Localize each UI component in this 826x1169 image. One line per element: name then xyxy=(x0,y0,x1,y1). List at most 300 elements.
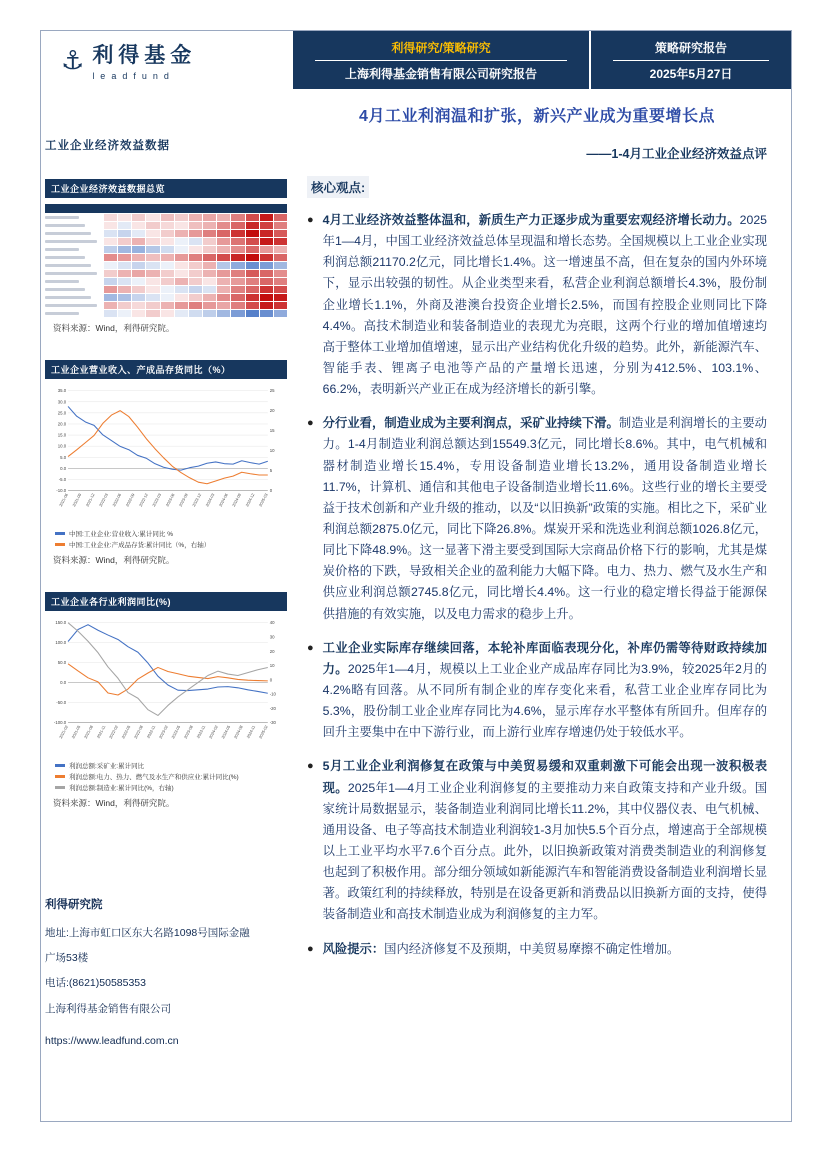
right-axis-tick: 20 xyxy=(269,648,275,654)
heatmap-cell xyxy=(260,230,273,237)
heatmap-cell xyxy=(231,230,244,237)
heatmap-cell xyxy=(260,270,273,277)
heatmap-cell xyxy=(274,214,287,221)
heatmap-cell xyxy=(274,302,287,309)
heatmap-cell xyxy=(104,238,117,245)
heatmap-cell xyxy=(132,238,145,245)
heatmap-cell xyxy=(161,294,174,301)
heatmap-cell xyxy=(146,302,159,309)
left-axis-tick: -50.0 xyxy=(56,700,67,706)
heatmap-cell xyxy=(118,302,131,309)
heatmap-cell xyxy=(246,310,259,317)
heatmap-cell xyxy=(274,238,287,245)
heatmap-cell xyxy=(203,302,216,309)
heatmap-cell xyxy=(217,246,230,253)
anchor-icon: ⚓ xyxy=(61,45,85,75)
x-axis-label: 2024-06 xyxy=(218,492,229,508)
chart-line-series xyxy=(68,623,268,716)
heatmap-cell xyxy=(274,294,287,301)
right-axis-tick: 40 xyxy=(269,620,275,626)
bullet-marker: ● xyxy=(307,214,314,226)
heatmap-cell xyxy=(189,246,202,253)
heatmap-cell xyxy=(132,302,145,309)
x-axis-label: 2021-06 xyxy=(58,492,69,508)
heatmap-cell xyxy=(161,262,174,269)
table-row xyxy=(45,230,287,237)
contact-url-link[interactable]: https://www.leadfund.com.cn xyxy=(45,1034,179,1047)
heatmap-cell xyxy=(246,246,259,253)
heatmap-cell xyxy=(231,254,244,261)
bullet-list xyxy=(307,210,767,960)
panel-title-industry-profit: 工业企业各行业利润同比(%) xyxy=(45,592,287,611)
heatmap-cell xyxy=(146,294,159,301)
company-report-title: 上海利得基金销售有限公司研究报告 xyxy=(344,66,537,81)
table-row xyxy=(45,302,287,309)
table-row xyxy=(45,214,287,221)
heatmap-cell xyxy=(132,246,145,253)
x-axis-label: 2025-02 xyxy=(258,725,269,740)
heatmap-cell xyxy=(132,254,145,261)
heatmap-cell xyxy=(175,310,188,317)
panel-data-overview xyxy=(45,179,287,334)
heatmap-cell xyxy=(132,230,145,237)
left-axis-tick: 150.0 xyxy=(55,620,67,626)
table-row xyxy=(45,222,287,229)
revenue-inventory-line-chart xyxy=(45,383,287,527)
page-title: 4月工业利润温和扩张，新兴产业成为重要增长点 xyxy=(359,108,715,125)
page-subtitle: ——1-4月工业企业经济效益点评 xyxy=(586,147,767,161)
heatmap-cell xyxy=(189,278,202,285)
heatmap-cell xyxy=(203,246,216,253)
heatmap-cell xyxy=(118,286,131,293)
heatmap-row-label xyxy=(45,278,103,285)
heatmap-cell xyxy=(132,270,145,277)
legend-label: 利润总额:电力、热力、燃气及水生产和供应业:累计同比(%) xyxy=(69,774,239,782)
left-axis-tick: 5.0 xyxy=(60,454,67,460)
heatmap-cell xyxy=(189,238,202,245)
heatmap-cell xyxy=(274,286,287,293)
left-axis-tick: 0.0 xyxy=(60,465,67,471)
x-axis-label: 2023-06 xyxy=(165,492,176,508)
heatmap-cell xyxy=(231,278,244,285)
heatmap-cell xyxy=(132,214,145,221)
heatmap-cell xyxy=(161,238,174,245)
heatmap-cell xyxy=(189,254,202,261)
panel-title-revenue-inventory: 工业企业营业收入、产成品存货同比（%） xyxy=(45,360,287,379)
contact-address-line1: 地址:上海市虹口区东大名路1098号国际金融 xyxy=(45,926,250,939)
heatmap-cell xyxy=(231,214,244,221)
heatmap-cell xyxy=(175,278,188,285)
left-axis-tick: 25.0 xyxy=(57,410,67,416)
heatmap-cell xyxy=(104,222,117,229)
heatmap-cell xyxy=(274,270,287,277)
left-axis-tick: -100.0 xyxy=(53,720,67,726)
left-axis-tick: 100.0 xyxy=(55,640,67,646)
x-axis-label: 2024-09 xyxy=(231,492,243,508)
contact-company: 上海利得基金销售有限公司 xyxy=(45,1002,171,1015)
left-axis-tick: 50.0 xyxy=(57,660,67,666)
heatmap-cell xyxy=(203,286,216,293)
heatmap-cell xyxy=(217,286,230,293)
core-viewpoints-label: 核心观点: xyxy=(307,176,369,198)
table-row xyxy=(45,262,287,269)
x-axis-label: 2021-02 xyxy=(58,725,69,740)
heatmap-cell xyxy=(118,238,131,245)
heatmap-cell xyxy=(231,246,244,253)
heatmap-cell xyxy=(203,270,216,277)
heatmap-cell xyxy=(189,294,202,301)
contact-address-line2: 广场53楼 xyxy=(45,952,89,965)
x-axis-label: 2021-12 xyxy=(85,492,96,508)
brand-name-en: leadfund xyxy=(92,71,175,81)
heatmap-row-label xyxy=(45,294,103,301)
heatmap-cell xyxy=(146,278,159,285)
source-note-1: 资料来源：Wind，利得研究院。 xyxy=(53,323,175,333)
source-note-2: 资料来源：Wind，利得研究院。 xyxy=(53,555,175,566)
heatmap-cell xyxy=(260,294,273,301)
right-axis-tick: 30 xyxy=(269,634,275,640)
x-axis-label: 2022-05 xyxy=(121,725,132,740)
legend-item xyxy=(55,529,287,538)
heatmap-cell xyxy=(189,262,202,269)
heatmap-cell xyxy=(118,214,131,221)
heatmap-cell xyxy=(132,294,145,301)
legend-swatch xyxy=(55,543,65,546)
heatmap-cell xyxy=(118,222,131,229)
data-overview-heatmap-table xyxy=(45,204,287,317)
right-axis-tick: 10 xyxy=(269,448,275,454)
heatmap-cell xyxy=(203,278,216,285)
heatmap-cell xyxy=(175,214,188,221)
heatmap-cell xyxy=(175,270,188,277)
report-type: 策略研究报告 xyxy=(654,40,727,55)
legend-swatch xyxy=(55,775,65,778)
x-axis-label: 2022-11 xyxy=(146,725,157,740)
heatmap-cell xyxy=(231,262,244,269)
heatmap-row-label xyxy=(45,238,103,245)
heatmap-cell xyxy=(118,262,131,269)
x-axis-label: 2024-02 xyxy=(208,725,219,740)
heatmap-cell xyxy=(260,286,273,293)
chart-line-series xyxy=(68,664,268,695)
brand-name-cn: 利得基金 xyxy=(92,43,197,67)
heatmap-cell xyxy=(217,238,230,245)
heatmap-row-label xyxy=(45,254,103,261)
heatmap-cell xyxy=(231,270,244,277)
heatmap-cell xyxy=(217,294,230,301)
heatmap-cell xyxy=(146,246,159,253)
header-right xyxy=(589,31,791,89)
heatmap-cell xyxy=(274,246,287,253)
heatmap-cell xyxy=(104,310,117,317)
heatmap-row-label xyxy=(45,286,103,293)
heatmap-cell xyxy=(175,246,188,253)
heatmap-cell xyxy=(260,246,273,253)
heatmap-cell xyxy=(118,310,131,317)
research-category: 利得研究/策略研究 xyxy=(391,40,491,55)
panel-revenue-inventory-chart xyxy=(45,360,287,566)
main-content xyxy=(293,89,791,1058)
bullet-item-1 xyxy=(307,210,767,400)
heatmap-cell xyxy=(146,262,159,269)
heatmap-cell xyxy=(118,246,131,253)
x-axis-label: 2024-05 xyxy=(221,725,232,740)
heatmap-cell xyxy=(161,246,174,253)
bullet-marker: ● xyxy=(307,942,314,955)
left-axis-tick: 20.0 xyxy=(57,421,67,427)
institute-name: 利得研究院 xyxy=(45,899,103,912)
heatmap-cell xyxy=(189,214,202,221)
heatmap-cell xyxy=(231,286,244,293)
heatmap-cell xyxy=(146,238,159,245)
heatmap-cell xyxy=(189,230,202,237)
x-axis-label: 2022-03 xyxy=(98,492,109,508)
header-center xyxy=(293,31,589,89)
heatmap-cell xyxy=(161,254,174,261)
heatmap-cell xyxy=(231,222,244,229)
x-axis-label: 2025-03 xyxy=(258,492,269,508)
x-axis-label: 2021-11 xyxy=(96,725,107,740)
bullet-text-2: 分行业看，制造业成为主要利润点，采矿业持续下滑。制造业是利润增长的主要动力。1-4月制造业利润总额达到15549.3亿元，同比增长8.6%。其中，电气机械和器材制造业增长15.4%，专用设备制造业增长13.2%，通用设备制造业增长11.7%，计算机、通信和其他电子设备制造业增长11.6%。这些行业的增长主要受益于技术创新和产业升级的推动，以及“以旧换新”政策的实施。相比之下，采矿业利润总额2875.0亿元，同比下降26.8%。煤炭开采和洗选业利润总额1026.8亿元，同比下降48.9%。这一显著下滑主要受到国际大宗商品价格下行的影响，尤其是煤炭价格的下跌，导致相关企业的盈利能力大幅下降。电力、热力、燃气及水生产和供应业利润总额2745.8亿元，同比增长4.4%。这一行业的稳定增长得益于能源保供措施的有效实施，以及电力需求的稳步上升。 xyxy=(322,416,767,621)
x-axis-label: 2022-06 xyxy=(112,492,123,508)
header xyxy=(41,31,791,89)
right-axis-tick: 0 xyxy=(269,488,273,494)
left-axis-tick: 10.0 xyxy=(57,443,67,449)
heatmap-cell xyxy=(246,294,259,301)
heatmap-cell xyxy=(203,238,216,245)
contact-phone: 电话:(8621)50585353 xyxy=(45,977,146,990)
heatmap-cell xyxy=(104,302,117,309)
bullet-item-4 xyxy=(307,756,767,925)
heatmap-cell xyxy=(146,254,159,261)
x-axis-label: 2021-05 xyxy=(71,725,82,740)
right-axis-tick: -30 xyxy=(269,720,276,726)
heatmap-cell xyxy=(203,310,216,317)
heatmap-cell xyxy=(175,222,188,229)
x-axis-label: 2022-02 xyxy=(108,725,119,740)
x-axis-label: 2023-05 xyxy=(171,725,182,740)
industry-profit-legend xyxy=(45,761,287,792)
heatmap-cell xyxy=(274,310,287,317)
heatmap-cell xyxy=(260,222,273,229)
x-axis-label: 2021-08 xyxy=(83,725,94,740)
legend-item xyxy=(55,540,287,549)
x-axis-label: 2023-08 xyxy=(183,725,194,740)
right-axis-tick: 20 xyxy=(269,408,275,414)
heatmap-cell xyxy=(217,214,230,221)
heatmap-cell xyxy=(104,230,117,237)
heatmap-cell xyxy=(161,278,174,285)
heatmap-cell xyxy=(175,238,188,245)
x-axis-label: 2023-09 xyxy=(178,492,189,508)
right-axis-tick: 15 xyxy=(269,428,275,434)
heatmap-cell xyxy=(231,310,244,317)
heatmap-cell xyxy=(175,302,188,309)
heatmap-cell xyxy=(104,286,117,293)
heatmap-cell xyxy=(104,270,117,277)
table-row xyxy=(45,294,287,301)
table-row xyxy=(45,270,287,277)
heatmap-row-label xyxy=(45,214,103,221)
heatmap-row-label xyxy=(45,246,103,253)
heatmap-cell xyxy=(246,270,259,277)
heatmap-cell xyxy=(217,302,230,309)
heatmap-cell xyxy=(189,270,202,277)
bullet-marker: ● xyxy=(307,417,314,430)
heatmap-row-label xyxy=(45,222,103,229)
brand-logo xyxy=(41,31,293,89)
heatmap-cell xyxy=(274,230,287,237)
right-axis-tick: -20 xyxy=(269,705,276,711)
bullet-item-2 xyxy=(307,413,767,624)
heatmap-cell xyxy=(146,286,159,293)
x-axis-label: 2024-12 xyxy=(245,492,256,508)
report-date: 2025年5月27日 xyxy=(649,66,733,81)
heatmap-cell xyxy=(203,222,216,229)
left-axis-tick: 30.0 xyxy=(57,399,67,405)
heatmap-cell xyxy=(231,238,244,245)
bullet-marker: ● xyxy=(307,641,314,654)
heatmap-cell xyxy=(146,214,159,221)
panel-industry-profit-chart xyxy=(45,592,287,809)
heatmap-cell xyxy=(260,238,273,245)
revenue-inventory-legend xyxy=(45,529,287,549)
left-axis-tick: 35.0 xyxy=(57,388,67,394)
heatmap-cell xyxy=(203,262,216,269)
heatmap-cell xyxy=(132,262,145,269)
industry-profit-line-chart xyxy=(45,615,287,759)
bullet-text-4: 5月工业企业利润修复在政策与中美贸易缓和双重刺激下可能会出现一波积极表现。2025年1—4月工业企业利润修复的主要推动力来自政策支持和产业升级。国家统计局数据显示，装备制造业利润同比增长11.2%，其中仪器仪表、电气机械、通用设备、电子等高技术制造业利润较1-3月加快5.5个百分点，增速高于全部规模以上工业平均水平7.6个百分点。此外，以旧换新政策对消费类制造业的利润修复也起到了积极作用。部分细分领域如新能源汽车和智能消费设备制造业利润增长显著。政策红利的持续释放，特别是在设备更新和消费品以旧换新方面的支持，使得装备制造业和高技术制造业成为利润修复的主力军。 xyxy=(322,759,767,922)
right-axis-tick: 10 xyxy=(269,663,275,669)
heatmap-cell xyxy=(161,310,174,317)
sidebar xyxy=(41,89,293,1058)
left-axis-tick: -10.0 xyxy=(56,488,67,494)
sidebar-section-label: 工业企业经济效益数据 xyxy=(45,140,170,152)
x-axis-label: 2021-09 xyxy=(72,492,83,508)
heatmap-cell xyxy=(203,294,216,301)
heatmap-cell xyxy=(246,214,259,221)
x-axis-label: 2023-02 xyxy=(158,725,169,740)
right-axis-tick: 0 xyxy=(269,677,273,683)
heatmap-row-label xyxy=(45,302,103,309)
legend-label: 利润总额:制造业:累计同比(%，右轴) xyxy=(69,785,174,793)
heatmap-cell xyxy=(189,286,202,293)
heatmap-cell xyxy=(246,222,259,229)
heatmap-cell xyxy=(231,294,244,301)
heatmap-cell xyxy=(118,230,131,237)
chart-line-series xyxy=(68,411,268,484)
heatmap-cell xyxy=(246,302,259,309)
heatmap-cell xyxy=(246,286,259,293)
heatmap-cell xyxy=(274,262,287,269)
heatmap-cell xyxy=(104,214,117,221)
x-axis-label: 2024-11 xyxy=(246,725,257,740)
left-axis-tick: 15.0 xyxy=(57,432,67,438)
right-axis-tick: 25 xyxy=(269,388,275,394)
heatmap-cell xyxy=(146,222,159,229)
table-row xyxy=(45,286,287,293)
heatmap-row-label xyxy=(45,262,103,269)
bullet-item-risk xyxy=(307,939,767,960)
heatmap-row-label xyxy=(45,230,103,237)
heatmap-cell xyxy=(217,254,230,261)
heatmap-cell xyxy=(175,254,188,261)
bullet-text-3: 工业企业实际库存继续回落，本轮补库面临表现分化，补库仍需等待财政持续加力。2025年1—4月，规模以上工业企业产成品库存同比为3.9%，较2025年2月的4.2%略有回落。从不同所有制企业的库存变化来看，私营工业企业库存同比为5.3%，股份制工业企业库存同比为4.6%，显示库存水平整体有所回升。但库存的回升主要集中在中下游行业，而上游行业库存增速仍处于较低水平。 xyxy=(322,640,767,740)
heatmap-cell xyxy=(203,254,216,261)
legend-swatch xyxy=(55,532,65,535)
heatmap-cell xyxy=(217,278,230,285)
heatmap-cell xyxy=(217,270,230,277)
x-axis-label: 2022-12 xyxy=(138,492,149,508)
heatmap-cell xyxy=(161,214,174,221)
heatmap-cell xyxy=(189,302,202,309)
header-divider-2 xyxy=(613,60,769,61)
heatmap-cell xyxy=(161,286,174,293)
heatmap-cell xyxy=(203,230,216,237)
heatmap-cell xyxy=(217,310,230,317)
heatmap-cell xyxy=(161,270,174,277)
heatmap-cell xyxy=(118,294,131,301)
heatmap-cell xyxy=(217,222,230,229)
bullet-text-1: 4月工业经济效益整体温和，新质生产力正逐步成为重要宏观经济增长动力。2025年1—4月，中国工业经济效益总体呈现温和增长态势。全国规模以上工业企业实现利润总额21170.2亿元，同比增长1.4%。这一增速虽不高，但在复杂的国内外环境下，显示出较强的韧性。从企业类型来看，私营企业利润总额增长4.3%，股份制企业增长1.1%，外商及港澳台投资企业增长2.5%，而国有控股企业则同比下降4.4%。高技术制造业和装备制造业的表现尤为亮眼，这两个行业的增加值增速均高于整体工业增加值增速，显示出产业结构优化升级的趋势。此外，新能源汽车、智能手表、锂离子电池等产品的产量增长迅速，分别为412.5%、103.1%、66.2%，表明新兴产业正在成为经济增长的新引擎。 xyxy=(322,213,767,397)
x-axis-label: 2022-08 xyxy=(133,725,144,740)
brand-name-stack xyxy=(92,39,196,81)
heatmap-cell xyxy=(260,302,273,309)
table-row xyxy=(45,246,287,253)
legend-swatch xyxy=(55,764,65,767)
heatmap-cell xyxy=(118,278,131,285)
heatmap-cell xyxy=(246,278,259,285)
heatmap-cell xyxy=(118,270,131,277)
legend-item xyxy=(55,761,287,770)
panel-title-overview: 工业企业经济效益数据总览 xyxy=(45,179,287,198)
heatmap-cell xyxy=(246,262,259,269)
heatmap-cell xyxy=(231,302,244,309)
legend-item xyxy=(55,772,287,781)
source-note-3: 资料来源：Wind，利得研究院。 xyxy=(53,798,175,809)
legend-label: 中国:工业企业:营业收入:累计同比 % xyxy=(69,531,174,539)
heatmap-cell xyxy=(260,262,273,269)
heatmap-cell xyxy=(189,222,202,229)
heatmap-cell xyxy=(161,230,174,237)
risk-note-text: 风险提示：国内经济修复不及预期，中美贸易摩擦不确定性增加。 xyxy=(322,941,680,956)
heatmap-cell xyxy=(132,286,145,293)
heatmap-cell xyxy=(260,214,273,221)
heatmap-cell xyxy=(274,278,287,285)
heatmap-cell xyxy=(217,262,230,269)
heatmap-cell xyxy=(246,254,259,261)
table-row xyxy=(45,238,287,245)
heatmap-cell xyxy=(246,238,259,245)
heatmap-cell xyxy=(260,310,273,317)
heatmap-cell xyxy=(161,222,174,229)
x-axis-label: 2024-03 xyxy=(205,492,216,508)
contact-block xyxy=(45,897,287,1049)
heatmap-cell xyxy=(161,302,174,309)
left-axis-tick: 0.0 xyxy=(60,680,67,686)
legend-item xyxy=(55,783,287,792)
heatmap-cell xyxy=(104,278,117,285)
header-divider xyxy=(315,60,567,61)
heatmap-cell xyxy=(260,254,273,261)
heatmap-cell xyxy=(104,262,117,269)
heatmap-cell xyxy=(104,254,117,261)
heatmap-cell xyxy=(260,278,273,285)
heatmap-row-label xyxy=(45,310,103,317)
x-axis-label: 2023-11 xyxy=(196,725,207,740)
legend-swatch xyxy=(55,786,65,789)
heatmap-cell xyxy=(175,262,188,269)
